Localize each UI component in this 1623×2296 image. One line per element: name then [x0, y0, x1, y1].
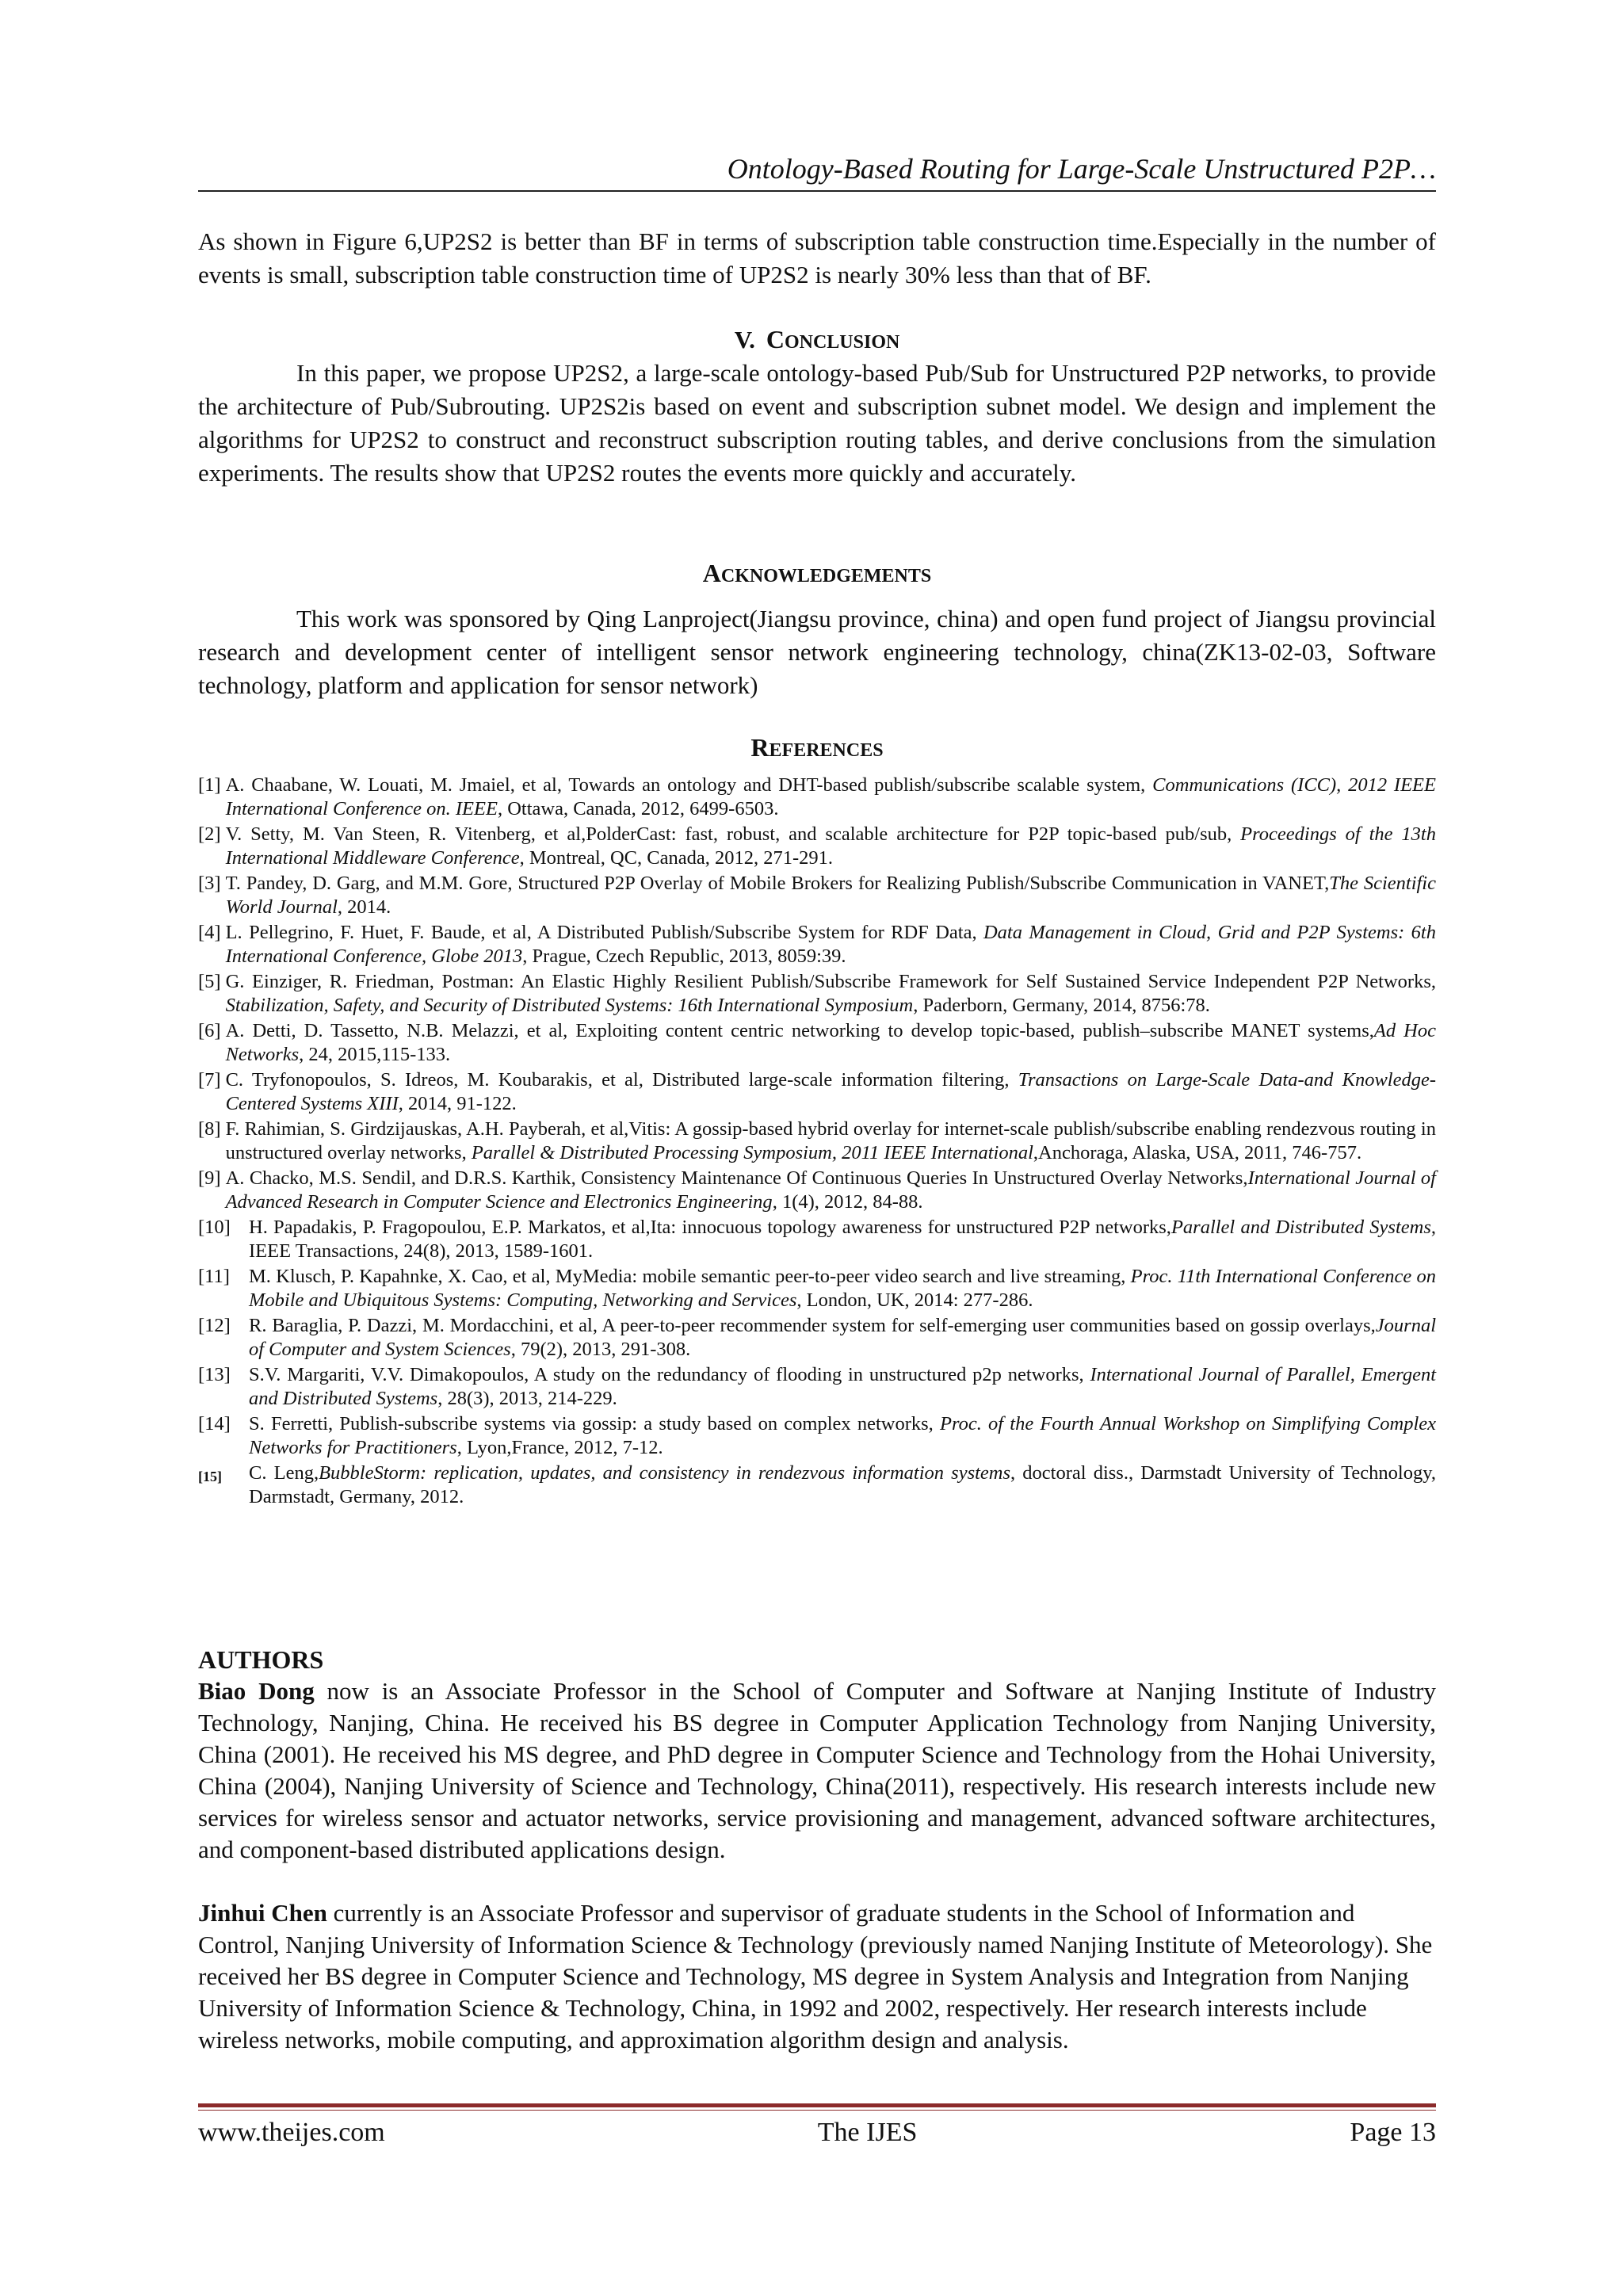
author-name: Biao Dong	[198, 1677, 315, 1705]
reference-text: A. Chaabane, W. Louati, M. Jmaiel, et al, Towards an ontology and DHT-based publish/subscribe scalable system, Communications (ICC), 2012 IEEE International Conference on. IEEE, Ottawa, Canada, 2012, 6499-6503.	[225, 774, 1436, 819]
reference-item	[198, 1412, 1436, 1460]
reference-text: S. Ferretti, Publish-subscribe systems via gossip: a study based on complex networks, Proc. of the Fourth Annual Workshop on Simplifying Complex Networks for Practitioners, Lyon,France, 2012, 7-12.	[249, 1413, 1436, 1458]
reference-source: Parallel & Distributed Processing Symposium, 2011 IEEE International	[471, 1142, 1033, 1163]
reference-number: [11]	[198, 1266, 230, 1287]
footer-website: www.theijes.com	[198, 2118, 385, 2147]
reference-source: Stabilization, Safety, and Security of Distributed Systems: 16th International Symposium	[225, 995, 914, 1016]
acknowledgements-text: This work was sponsored by Qing Lanproject(Jiangsu province, china) and open fund project of Jiangsu provincial research and development center of intelligent sensor network engineering technology, china(ZK13-02-03, Software technology, platform and application for sensor network)	[198, 605, 1436, 699]
reference-number: [7]	[198, 1069, 221, 1091]
reference-source: Proc. 11th International Conference on Mobile and Ubiquitous Systems: Computing, Networking and Services	[249, 1266, 1436, 1311]
references-heading: REFERENCES	[750, 733, 884, 762]
reference-source: International Journal of Parallel, Emergent and Distributed Systems	[249, 1364, 1437, 1409]
reference-number: [13]	[198, 1364, 231, 1385]
reference-number: [15]	[198, 1469, 222, 1484]
reference-text: C. Leng,BubbleStorm: replication, updates, and consistency in rendezvous information systems, doctoral diss., Darmstadt University of Technology, Darmstadt, Germany, 2012.	[249, 1462, 1436, 1507]
reference-number: [12]	[198, 1315, 231, 1336]
reference-source: Data Management in Cloud, Grid and P2P Systems: 6th International Conference, Globe 2013	[225, 922, 1436, 967]
reference-item	[198, 1314, 1436, 1362]
reference-item	[198, 1068, 1436, 1116]
reference-text: H. Papadakis, P. Fragopoulou, E.P. Markatos, et al,Ita: innocuous topology awareness for unstructured P2P networks,Parallel and Distributed Systems, IEEE Transactions, 24(8), 2013, 1589-1601.	[249, 1217, 1436, 1262]
reference-number: [3]	[198, 873, 221, 894]
reference-item	[198, 1019, 1436, 1067]
reference-text: G. Einziger, R. Friedman, Postman: An Elastic Highly Resilient Publish/Subscribe Framework for Self Sustained Service Independent P2P Networks, Stabilization, Safety, and Security of Distributed Systems: 16th International Symposium, Paderborn, Germany, 2014, 8756:78.	[225, 971, 1436, 1016]
reference-source: Communications (ICC), 2012 IEEE International Conference on. IEEE	[225, 774, 1436, 819]
header-rule	[198, 190, 1436, 192]
reference-item	[198, 1117, 1436, 1165]
reference-item	[198, 1363, 1436, 1411]
reference-item	[198, 1461, 1436, 1509]
acknowledgements-heading: ACKNOWLEDGEMENTS	[702, 559, 932, 587]
footer-rule	[198, 2103, 1436, 2107]
reference-number: [9]	[198, 1167, 221, 1189]
reference-text: A. Chacko, M.S. Sendil, and D.R.S. Karthik, Consistency Maintenance Of Continuous Queries In Unstructured Overlay Networks,International Journal of Advanced Research in Computer Science and Electronics Engineering, 1(4), 2012, 84-88.	[225, 1167, 1436, 1213]
reference-text: R. Baraglia, P. Dazzi, M. Mordacchini, et al, A peer-to-peer recommender system for self-emerging user communities based on gossip overlays,Journal of Computer and System Sciences, 79(2), 2013, 291-308.	[249, 1315, 1436, 1360]
reference-number: [1]	[198, 774, 221, 796]
reference-text: T. Pandey, D. Garg, and M.M. Gore, Structured P2P Overlay of Mobile Brokers for Realizing Publish/Subscribe Communication in VANET,The Scientific World Journal, 2014.	[225, 873, 1436, 918]
reference-item	[198, 970, 1436, 1018]
reference-item	[198, 774, 1436, 821]
footer-page-number: Page 13	[1350, 2118, 1436, 2147]
reference-text: C. Tryfonopoulos, S. Idreos, M. Koubarakis, et al, Distributed large-scale information filtering, Transactions on Large-Scale Data-and Knowledge-Centered Systems XIII, 2014, 91-122.	[225, 1069, 1436, 1114]
reference-text: L. Pellegrino, F. Huet, F. Baude, et al, A Distributed Publish/Subscribe System for RDF Data, Data Management in Cloud, Grid and P2P Systems: 6th International Conference, Globe 2013, Prague, Czech Republic, 2013, 8059:39.	[225, 922, 1436, 967]
reference-source: Parallel and Distributed Systems	[1170, 1217, 1431, 1238]
reference-text: F. Rahimian, S. Girdzijauskas, A.H. Payberah, et al,Vitis: A gossip-based hybrid overlay for internet-scale publish/subscribe enabling rendezvous routing in unstructured overlay networks, Parallel & Distributed Processing Symposium, 2011 IEEE International,Anchoraga, Alaska, USA, 2011, 746-757.	[225, 1118, 1436, 1163]
reference-number: [2]	[198, 823, 221, 845]
reference-item	[198, 1265, 1436, 1312]
section-number: V.	[734, 326, 755, 353]
reference-number: [5]	[198, 971, 221, 992]
reference-item	[198, 1167, 1436, 1214]
reference-item	[198, 872, 1436, 919]
reference-source: International Journal of Advanced Research in Computer Science and Electronics Engineering	[225, 1167, 1436, 1213]
reference-list	[198, 774, 1436, 1511]
reference-item	[198, 1216, 1436, 1263]
running-header: Ontology-Based Routing for Large-Scale Unstructured P2P…	[727, 153, 1436, 185]
reference-source: Ad Hoc Networks	[225, 1020, 1436, 1065]
author-name: Jinhui Chen	[198, 1899, 327, 1927]
reference-number: [6]	[198, 1020, 221, 1041]
page-footer	[198, 2118, 1436, 2148]
footer-journal: The IJES	[817, 2118, 918, 2147]
reference-source: Journal of Computer and System Sciences	[249, 1315, 1436, 1360]
authors-section	[198, 1644, 1436, 2056]
authors-heading: AUTHORS	[198, 1645, 324, 1674]
reference-number: [10]	[198, 1217, 231, 1238]
reference-text: S.V. Margariti, V.V. Dimakopoulos, A study on the redundancy of flooding in unstructured p2p networks, International Journal of Parallel, Emergent and Distributed Systems, 28(3), 2013, 214-229.	[249, 1364, 1437, 1409]
reference-item	[198, 823, 1436, 870]
conclusion-text: In this paper, we propose UP2S2, a large-scale ontology-based Pub/Sub for Unstructured P2P networks, to provide the architecture of Pub/Subrouting. UP2S2is based on event and subscription subnet model. We design and implement the algorithms for UP2S2 to construct and reconstruct subscription routing tables, and derive conclusions from the simulation experiments. The results show that UP2S2 routes the events more quickly and accurately.	[198, 359, 1436, 487]
author-bio: Jinhui Chen currently is an Associate Professor and supervisor of graduate students in the School of Information and Control, Nanjing University of Information Science & Technology (previously named Nanjing Institute of Meteorology). She received her BS degree in Computer Science and Technology, MS degree in System Analysis and Integration from Nanjing University of Information Science & Technology, China, in 1992 and 2002, respectively. Her research interests include wireless networks, mobile computing, and approximation algorithm design and analysis.	[198, 1899, 1433, 2053]
paper-page	[198, 0, 1436, 2296]
reference-number: [8]	[198, 1118, 221, 1140]
reference-number: [4]	[198, 922, 221, 943]
reference-number: [14]	[198, 1413, 231, 1435]
author-bio: Biao Dong now is an Associate Professor in the School of Computer and Software at Nanjing Institute of Industry Technology, Nanjing, China. He received his BS degree in Computer Application Technology from Nanjing University, China (2001). He received his MS degree, and PhD degree in Computer Science and Technology from the Hohai University, China (2004), Nanjing University of Science and Technology, China(2011), respectively. His research interests include new services for wireless sensor and actuator networks, service provisioning and management, advanced software architectures, and component-based distributed applications design.	[198, 1677, 1436, 1863]
reference-text: V. Setty, M. Van Steen, R. Vitenberg, et al,PolderCast: fast, robust, and scalable architecture for P2P topic-based pub/sub, Proceedings of the 13th International Middleware Conference, Montreal, QC, Canada, 2012, 271-291.	[225, 823, 1436, 869]
reference-source: BubbleStorm: replication, updates, and consistency in rendezvous information systems	[319, 1462, 1011, 1484]
reference-source: Proc. of the Fourth Annual Workshop on Simplifying Complex Networks for Practitioners	[249, 1413, 1436, 1458]
reference-text: M. Klusch, P. Kapahnke, X. Cao, et al, MyMedia: mobile semantic peer-to-peer video search and live streaming, Proc. 11th International Conference on Mobile and Ubiquitous Systems: Computing, Networking and Services, London, UK, 2014: 277-286.	[249, 1266, 1436, 1311]
intro-paragraph: As shown in Figure 6,UP2S2 is better than BF in terms of subscription table construction time.Especially in the number of events is small, subscription table construction time of UP2S2 is nearly 30% less than that of BF.	[198, 227, 1436, 288]
reference-item	[198, 921, 1436, 968]
reference-text: A. Detti, D. Tassetto, N.B. Melazzi, et al, Exploiting content centric networking to develop topic-based, publish–subscribe MANET systems,Ad Hoc Networks, 24, 2015,115-133.	[225, 1020, 1436, 1065]
footer-rule	[198, 2110, 1436, 2111]
reference-source: The Scientific World Journal	[225, 873, 1436, 918]
reference-source: Transactions on Large-Scale Data-and Knowledge-Centered Systems XIII	[225, 1069, 1436, 1114]
reference-source: Proceedings of the 13th International Middleware Conference	[225, 823, 1436, 869]
conclusion-heading: V. CONCLUSION	[734, 325, 900, 353]
